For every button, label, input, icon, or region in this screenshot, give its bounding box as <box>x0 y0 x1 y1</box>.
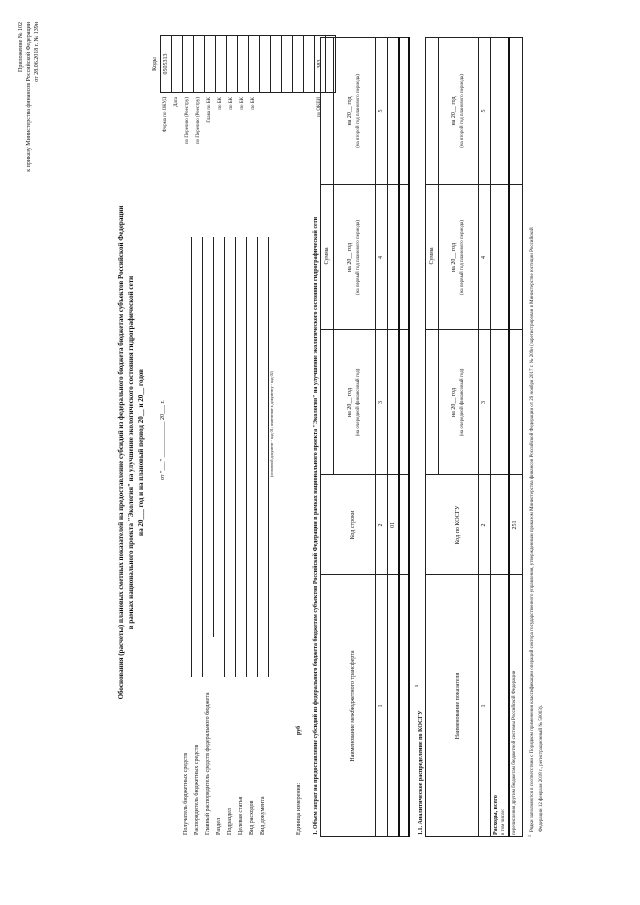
s11-num-2: 2 <box>481 523 487 527</box>
footnote-line1: Рядки заполняются в соответствии с Порядком применения классификации операций сектора государственного управления, утвержденным приказом Министерства финансов Российской Федерации от 29 ноября 2017 г. № 209н (зарегистрирован в Министерстве юстиции Российской <box>530 227 535 832</box>
s11-col-y3-note: (на второй год планового периода) <box>460 74 465 148</box>
s1-num-3: 3 <box>378 401 384 404</box>
s1-num-1: 1 <box>378 704 384 708</box>
s1-col-y2-note: (на первый год планового периода) <box>356 220 361 295</box>
form-okud-label: Форма по ОКУД <box>163 97 168 133</box>
appendix-order: к приказу Министерства финансов Российской Федерации <box>26 22 32 172</box>
perechen-label-1: по Перечню (Реестру) <box>185 97 190 145</box>
field-subsection: Подраздел <box>227 808 233 835</box>
okei-label: по ОКЕИ <box>317 97 322 118</box>
bk-label-4: по БК <box>251 97 256 110</box>
codes-header: Коды <box>152 57 158 71</box>
doc-type-note: (основной документ - код 01; изменение к документу - код 02) <box>269 371 274 477</box>
field-main-manager: Главный распорядитель средств федерального бюджета <box>205 692 211 835</box>
doc-title-line1: Обоснования (расчеты) плановых сметных показателей на предоставление субсидий из федерального бюджета бюджетам субъектов Российской Федерации <box>117 205 125 700</box>
s1-col-sum: Сумма <box>324 247 330 265</box>
s1-num-4: 4 <box>378 256 384 259</box>
s11-sub-label: перечисления другим бюджетам бюджетной системы Российской Федерации <box>512 670 517 835</box>
section11-title-sup: 1 <box>414 685 419 687</box>
s1-col-y3-note: (на второй год планового периода) <box>356 74 361 148</box>
field-target-article: Целевая статья <box>238 796 244 835</box>
section11-title: 1.1. Аналитическое распределение по КОСГУ <box>418 710 424 835</box>
s11-col-code: Код по КОСГУ <box>455 505 461 545</box>
s11-num-5: 5 <box>481 109 487 113</box>
s11-col-y2-note: (на первый год планового периода) <box>460 220 465 295</box>
perechen-label-2: по Перечню (Реестру) <box>196 97 201 145</box>
s11-sub-code: 251 <box>512 520 518 530</box>
field-recipient: Получатель бюджетных средств <box>183 752 189 835</box>
s11-num-1: 1 <box>481 704 487 708</box>
unit-label: Единица измерения: <box>296 782 302 835</box>
s11-incl-label: в том числе: <box>501 808 506 835</box>
s1-num-2: 2 <box>378 523 384 527</box>
s1-col-name: Наименование межбюджетного трансферта <box>350 650 356 762</box>
s1-col-y1: на 20__ год <box>347 387 353 418</box>
bk-label-2: по БК <box>229 97 234 110</box>
s11-col-name: Наименование показателя <box>455 672 461 740</box>
date-label: Дата <box>174 97 179 107</box>
okei-code: 383 <box>317 59 323 69</box>
field-expense-type: Вид расходов <box>249 800 255 835</box>
doc-title-line2: в рамках национального проекта "Экология" на улучшение экологического состояния гидрографической сети <box>127 275 135 630</box>
s1-col-y1-note: (на очередной финансовый год) <box>356 368 361 437</box>
bk-label-1: по БК <box>218 97 223 110</box>
s11-num-3: 3 <box>481 401 487 404</box>
section1-title: 1. Объем затрат на предоставление субсидий из федерального бюджета бюджетам субъектов Российской Федерации в рамках национального проекта "Экология" на улучшение экологического состояния гидрографической сети <box>313 216 319 835</box>
bk-label-3: по БК <box>240 97 245 110</box>
appendix-number: Приложение № 102 <box>18 22 24 72</box>
s11-col-y2: на 20__ год <box>451 242 457 273</box>
s1-row-code: 01 <box>390 522 396 528</box>
footnote-line2: Федерации 12 февраля 2018 г., регистрационный № 50003). <box>539 705 544 832</box>
s11-col-y1-note: (на очередной финансовый год) <box>460 368 465 437</box>
s1-col-code: Код строки <box>350 510 356 540</box>
s1-num-5: 5 <box>378 109 384 113</box>
doc-title-line3: на 20___ год и на плановый период 20__ и 20__ годов <box>137 369 145 536</box>
field-section: Раздел <box>216 818 222 835</box>
s1-col-y3: на 20__ год <box>347 96 353 126</box>
date-from: от "___" ____________ 20___ г. <box>160 400 166 480</box>
footnote-sup: 1 <box>527 835 532 837</box>
s11-total-label: Расходы, всего <box>493 795 499 835</box>
glava-bk-label: Глава по БК <box>207 97 212 123</box>
s11-col-y1: на 20__ год <box>451 387 457 418</box>
s11-num-4: 4 <box>481 256 487 259</box>
s11-col-sum: Сумма <box>429 247 435 265</box>
s11-col-y3: на 20__ год <box>451 96 457 126</box>
unit-value: руб <box>296 725 302 735</box>
s1-col-y2: на 20__ год <box>347 242 353 273</box>
field-manager: Распорядитель бюджетных средств <box>194 744 200 835</box>
form-code: 0505313 <box>163 53 169 75</box>
appendix-date: от 28.06.2018 г. № 139н <box>34 22 40 82</box>
field-doc-type: Вид документа <box>260 796 266 835</box>
